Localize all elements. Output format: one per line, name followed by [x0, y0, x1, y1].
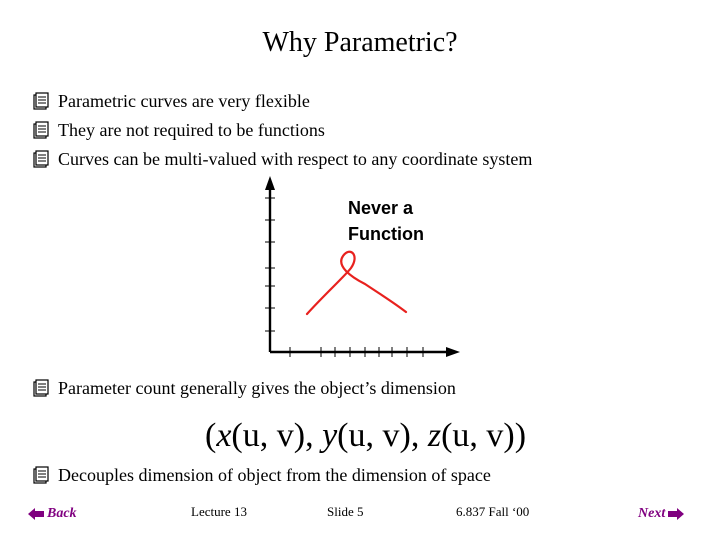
slide-title: Why Parametric? — [262, 27, 458, 58]
back-button-label: Back — [47, 506, 77, 521]
never-a-function-figure — [255, 176, 465, 362]
next-button-label: Next — [638, 506, 666, 521]
formula-sep: , — [305, 417, 323, 454]
footer-lecture: Lecture 13 — [191, 504, 247, 519]
notepad-bullet-icon — [30, 149, 50, 169]
bullet-item — [30, 118, 325, 142]
figure-label-line1: Never a — [348, 198, 414, 218]
formula-x: x — [216, 417, 232, 454]
formula-args: (u, v) — [441, 417, 515, 454]
formula-args: (u, v) — [337, 417, 411, 454]
x-axis-arrow — [446, 347, 460, 357]
footer-slide-number: Slide 5 — [327, 504, 364, 519]
bullet-text: Curves can be multi-valued with respect to any coordinate system — [58, 148, 533, 169]
bullet-text: Parametric curves are very flexible — [58, 90, 310, 111]
formula-args: (u, v) — [231, 417, 306, 454]
notepad-bullet-icon — [30, 91, 50, 111]
back-button[interactable] — [28, 504, 77, 524]
formula-sep: , — [410, 417, 428, 454]
notepad-bullet-icon — [30, 120, 50, 140]
bullet-item — [30, 147, 532, 171]
next-button[interactable] — [638, 504, 684, 524]
y-axis-arrow — [265, 176, 275, 190]
bullet-item — [30, 89, 310, 113]
formula-y: y — [322, 417, 338, 454]
left-arrow-icon — [28, 508, 44, 520]
right-arrow-icon — [668, 508, 684, 520]
bullet-item — [30, 463, 491, 487]
parametric-formula — [205, 408, 535, 464]
notepad-bullet-icon — [30, 465, 50, 485]
notepad-bullet-icon — [30, 378, 50, 398]
bullet-text: Parameter count generally gives the object’s dimension — [58, 377, 456, 398]
footer-course: 6.837 Fall ‘00 — [456, 504, 530, 519]
formula-z: z — [427, 417, 442, 454]
figure-label-line2: Function — [348, 224, 424, 244]
bullet-item — [30, 376, 456, 400]
formula-open-paren: ( — [205, 417, 217, 454]
bullet-text: They are not required to be functions — [58, 119, 325, 140]
bullet-text: Decouples dimension of object from the dimension of space — [58, 464, 491, 485]
formula-close-paren: ) — [514, 417, 527, 454]
loop-curve — [307, 252, 406, 314]
